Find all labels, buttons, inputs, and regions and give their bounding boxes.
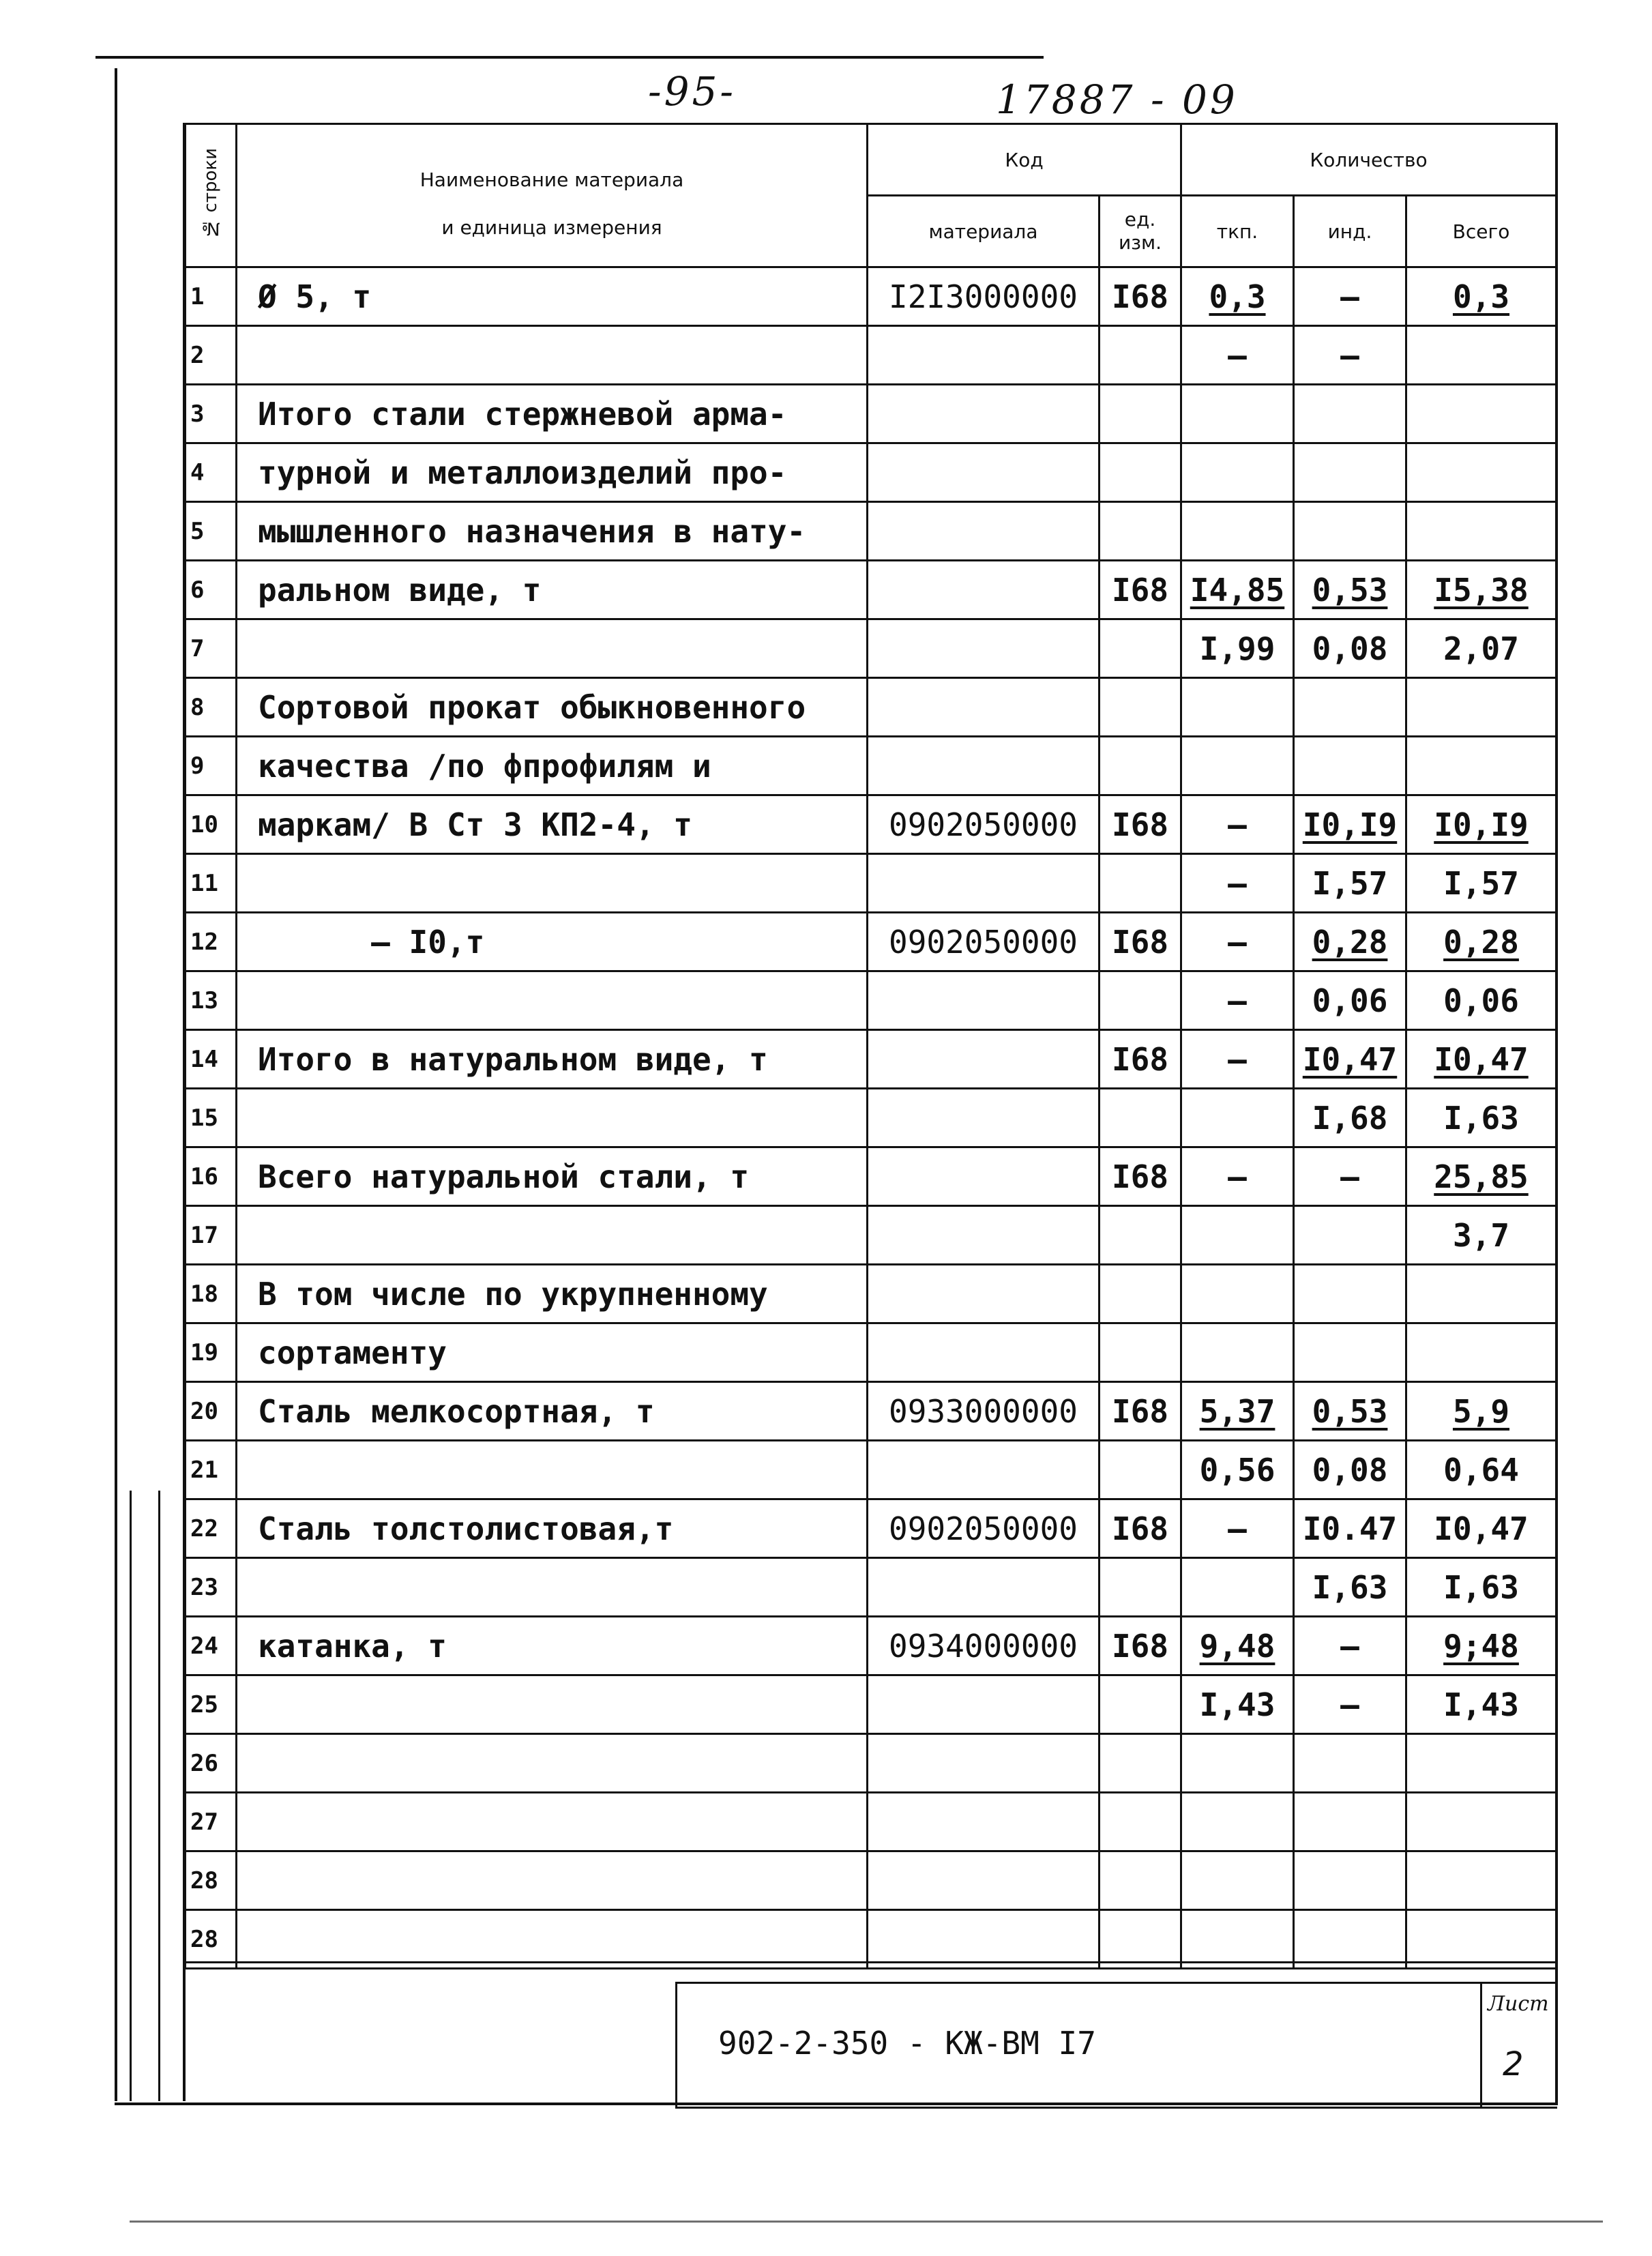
qty-ind	[1294, 1793, 1406, 1851]
qty-ind: –	[1294, 326, 1406, 385]
qty-ind: 0,06	[1294, 971, 1406, 1030]
material-code	[868, 443, 1100, 502]
unit-code: I68	[1100, 1147, 1181, 1206]
table-row	[186, 1382, 1557, 1441]
qty-tkp	[1181, 1851, 1294, 1910]
qty-tkp	[1181, 1793, 1294, 1851]
unit-code: I68	[1100, 1382, 1181, 1441]
material-name: сортаменту	[237, 1323, 868, 1382]
material-name: Сортовой прокат обыкновенного	[237, 678, 868, 737]
material-name: катанка, т	[237, 1617, 868, 1675]
material-code	[868, 1441, 1100, 1499]
table-row	[186, 1323, 1557, 1382]
table-row	[186, 561, 1557, 619]
qty-ind: 0,08	[1294, 1441, 1406, 1499]
material-name	[237, 854, 868, 913]
qty-total: I,43	[1406, 1675, 1557, 1734]
row-number: 5	[186, 502, 237, 561]
qty-total: I,57	[1406, 854, 1557, 913]
material-code	[868, 619, 1100, 678]
material-name	[237, 1734, 868, 1793]
material-code: 0902050000	[868, 1499, 1100, 1558]
document-number: 17887 - 09	[996, 76, 1238, 123]
qty-tkp: –	[1181, 913, 1294, 971]
qty-ind	[1294, 1323, 1406, 1382]
row-number: 28	[186, 1851, 237, 1910]
unit-code	[1100, 678, 1181, 737]
material-name	[237, 1206, 868, 1265]
row-number: 16	[186, 1147, 237, 1206]
material-name	[237, 1675, 868, 1734]
rownum-header: № строки	[186, 124, 237, 267]
material-code	[868, 1323, 1100, 1382]
qty-total	[1406, 678, 1557, 737]
unit-code	[1100, 1793, 1181, 1851]
material-name: ральном виде, т	[237, 561, 868, 619]
material-code	[868, 1734, 1100, 1793]
material-code	[868, 1089, 1100, 1147]
qty-ind: I,63	[1294, 1558, 1406, 1617]
material-code	[868, 1793, 1100, 1851]
qty-tkp: –	[1181, 1030, 1294, 1089]
table-row	[186, 1265, 1557, 1323]
qty-ind	[1294, 678, 1406, 737]
material-name: Сталь мелкосортная, т	[237, 1382, 868, 1441]
row-number: 18	[186, 1265, 237, 1323]
qty-tkp: 0,3	[1181, 267, 1294, 326]
row-number: 22	[186, 1499, 237, 1558]
row-number: 13	[186, 971, 237, 1030]
row-number: 14	[186, 1030, 237, 1089]
table-row	[186, 1030, 1557, 1089]
unit-code	[1100, 326, 1181, 385]
material-name: Итого в натуральном виде, т	[237, 1030, 868, 1089]
sheet-box	[1480, 1984, 1557, 2107]
qty-tkp	[1181, 502, 1294, 561]
qty-ind: –	[1294, 1147, 1406, 1206]
qty-ind: 0,08	[1294, 619, 1406, 678]
material-code: 0902050000	[868, 913, 1100, 971]
qty-ind: 0,53	[1294, 561, 1406, 619]
qty-ind	[1294, 1206, 1406, 1265]
code-unit-header: ед. изм.	[1100, 196, 1181, 267]
row-number: 15	[186, 1089, 237, 1147]
unit-code	[1100, 854, 1181, 913]
qty-total	[1406, 502, 1557, 561]
material-code	[868, 1675, 1100, 1734]
material-code	[868, 1147, 1100, 1206]
code-material-header: материала	[868, 196, 1100, 267]
table-row	[186, 267, 1557, 326]
table-row	[186, 795, 1557, 854]
qty-tkp: –	[1181, 854, 1294, 913]
qty-ind	[1294, 1734, 1406, 1793]
bottom-dashed-rule	[130, 2221, 1603, 2223]
material-name: Сталь толстолистовая,т	[237, 1499, 868, 1558]
unit-code	[1100, 385, 1181, 443]
qty-total: 0,06	[1406, 971, 1557, 1030]
qty-total: 25,85	[1406, 1147, 1557, 1206]
table-row	[186, 385, 1557, 443]
unit-code: I68	[1100, 561, 1181, 619]
qty-group-header: Количество	[1181, 124, 1557, 196]
unit-code: I68	[1100, 913, 1181, 971]
table-row	[186, 619, 1557, 678]
qty-total: 0,3	[1406, 267, 1557, 326]
qty-ind: I,68	[1294, 1089, 1406, 1147]
qty-ind	[1294, 385, 1406, 443]
row-number: 24	[186, 1617, 237, 1675]
row-number: 28	[186, 1910, 237, 1969]
qty-total: 5,9	[1406, 1382, 1557, 1441]
qty-total	[1406, 443, 1557, 502]
qty-ind	[1294, 443, 1406, 502]
material-name	[237, 326, 868, 385]
material-code	[868, 737, 1100, 795]
material-code	[868, 502, 1100, 561]
qty-ind	[1294, 1851, 1406, 1910]
table-row	[186, 971, 1557, 1030]
qty-total	[1406, 1910, 1557, 1969]
qty-tkp	[1181, 1323, 1294, 1382]
qty-ind: I0,I9	[1294, 795, 1406, 854]
row-number: 4	[186, 443, 237, 502]
qty-total: 9;48	[1406, 1617, 1557, 1675]
qty-tkp: –	[1181, 1147, 1294, 1206]
unit-code	[1100, 619, 1181, 678]
name-header: Наименование материала и единица измерения	[237, 124, 868, 267]
table-row	[186, 737, 1557, 795]
material-name	[237, 1441, 868, 1499]
qty-tkp: –	[1181, 795, 1294, 854]
qty-tkp	[1181, 1265, 1294, 1323]
material-name	[237, 971, 868, 1030]
qty-total: I0,I9	[1406, 795, 1557, 854]
qty-ind-header: инд.	[1294, 196, 1406, 267]
table-row	[186, 913, 1557, 971]
qty-total	[1406, 385, 1557, 443]
material-code	[868, 854, 1100, 913]
row-number: 26	[186, 1734, 237, 1793]
row-number: 1	[186, 267, 237, 326]
table-row	[186, 1558, 1557, 1617]
qty-total: I0,47	[1406, 1030, 1557, 1089]
qty-ind: I,57	[1294, 854, 1406, 913]
qty-total-header: Всего	[1406, 196, 1557, 267]
qty-tkp: –	[1181, 1499, 1294, 1558]
row-number: 23	[186, 1558, 237, 1617]
row-number: 17	[186, 1206, 237, 1265]
qty-total: 0,28	[1406, 913, 1557, 971]
table-row	[186, 1089, 1557, 1147]
qty-total	[1406, 737, 1557, 795]
unit-code	[1100, 1323, 1181, 1382]
material-name	[237, 1793, 868, 1851]
row-number: 2	[186, 326, 237, 385]
materials-table	[184, 123, 1557, 1969]
unit-code	[1100, 1851, 1181, 1910]
table-row	[186, 443, 1557, 502]
material-code	[868, 385, 1100, 443]
material-code: I2I3000000	[868, 267, 1100, 326]
page-number: -95-	[648, 68, 736, 115]
qty-ind	[1294, 1910, 1406, 1969]
row-number: 20	[186, 1382, 237, 1441]
qty-ind: –	[1294, 267, 1406, 326]
unit-code	[1100, 737, 1181, 795]
qty-ind: 0,53	[1294, 1382, 1406, 1441]
binding-line-inner	[158, 1491, 160, 2101]
material-code	[868, 1030, 1100, 1089]
material-name	[237, 1089, 868, 1147]
table-row	[186, 1441, 1557, 1499]
row-number: 9	[186, 737, 237, 795]
material-name: маркам/ В Ст 3 КП2-4, т	[237, 795, 868, 854]
unit-code	[1100, 1675, 1181, 1734]
qty-tkp	[1181, 1558, 1294, 1617]
material-code	[868, 1265, 1100, 1323]
material-name	[237, 619, 868, 678]
material-name	[237, 1851, 868, 1910]
qty-total: 3,7	[1406, 1206, 1557, 1265]
qty-total	[1406, 1793, 1557, 1851]
qty-ind: I0,47	[1294, 1030, 1406, 1089]
material-code	[868, 971, 1100, 1030]
binding-line-outer	[130, 1491, 132, 2101]
qty-tkp: 0,56	[1181, 1441, 1294, 1499]
sheet-label: Лист	[1488, 1992, 1549, 2016]
unit-code	[1100, 1441, 1181, 1499]
material-code	[868, 561, 1100, 619]
material-name: мышленного назначения в нату-	[237, 502, 868, 561]
qty-tkp	[1181, 1910, 1294, 1969]
row-number: 7	[186, 619, 237, 678]
qty-total	[1406, 326, 1557, 385]
qty-tkp	[1181, 1734, 1294, 1793]
material-name: В том числе по укрупненному	[237, 1265, 868, 1323]
material-code: 0934000000	[868, 1617, 1100, 1675]
qty-ind: –	[1294, 1675, 1406, 1734]
material-code	[868, 1910, 1100, 1969]
material-name: – I0,т	[237, 913, 868, 971]
material-name	[237, 1558, 868, 1617]
qty-total	[1406, 1323, 1557, 1382]
qty-tkp	[1181, 1206, 1294, 1265]
qty-tkp: I,99	[1181, 619, 1294, 678]
qty-total: I0,47	[1406, 1499, 1557, 1558]
qty-ind: –	[1294, 1617, 1406, 1675]
qty-ind	[1294, 737, 1406, 795]
unit-code	[1100, 1206, 1181, 1265]
qty-total	[1406, 1734, 1557, 1793]
sheet-number: 2	[1503, 2045, 1524, 2083]
material-name: Итого стали стержневой арма-	[237, 385, 868, 443]
material-name: Всего натуральной стали, т	[237, 1147, 868, 1206]
unit-code: I68	[1100, 1499, 1181, 1558]
qty-total: I5,38	[1406, 561, 1557, 619]
qty-tkp: –	[1181, 971, 1294, 1030]
table-row	[186, 1617, 1557, 1675]
row-number: 12	[186, 913, 237, 971]
material-name: Ø 5, т	[237, 267, 868, 326]
table-row	[186, 1499, 1557, 1558]
table-row	[186, 1734, 1557, 1793]
unit-code	[1100, 1734, 1181, 1793]
row-number: 25	[186, 1675, 237, 1734]
qty-total: I,63	[1406, 1089, 1557, 1147]
table-row	[186, 854, 1557, 913]
unit-code	[1100, 1089, 1181, 1147]
table-row	[186, 1206, 1557, 1265]
qty-tkp	[1181, 385, 1294, 443]
qty-total	[1406, 1265, 1557, 1323]
qty-tkp	[1181, 678, 1294, 737]
qty-ind: 0,28	[1294, 913, 1406, 971]
qty-tkp	[1181, 737, 1294, 795]
top-rule	[95, 56, 1044, 59]
table-row	[186, 1851, 1557, 1910]
qty-tkp: I,43	[1181, 1675, 1294, 1734]
qty-tkp	[1181, 443, 1294, 502]
material-code	[868, 1558, 1100, 1617]
qty-ind	[1294, 502, 1406, 561]
row-number: 10	[186, 795, 237, 854]
unit-code	[1100, 1910, 1181, 1969]
table-row	[186, 678, 1557, 737]
material-code	[868, 678, 1100, 737]
row-number: 8	[186, 678, 237, 737]
table-row	[186, 1147, 1557, 1206]
table-row	[186, 1793, 1557, 1851]
table-row	[186, 326, 1557, 385]
unit-code	[1100, 1265, 1181, 1323]
qty-ind: I0.47	[1294, 1499, 1406, 1558]
qty-tkp: 5,37	[1181, 1382, 1294, 1441]
row-number: 11	[186, 854, 237, 913]
unit-code: I68	[1100, 267, 1181, 326]
unit-code	[1100, 1558, 1181, 1617]
qty-tkp: –	[1181, 326, 1294, 385]
material-code: 0933000000	[868, 1382, 1100, 1441]
row-number: 3	[186, 385, 237, 443]
document-code: 902-2-350 - КЖ-ВМ I7	[718, 2025, 1096, 2062]
unit-code	[1100, 502, 1181, 561]
material-code	[868, 326, 1100, 385]
unit-code	[1100, 443, 1181, 502]
row-number: 21	[186, 1441, 237, 1499]
table-row	[186, 1910, 1557, 1969]
unit-code: I68	[1100, 1617, 1181, 1675]
row-number: 19	[186, 1323, 237, 1382]
title-block	[675, 1982, 1557, 2109]
qty-total: 2,07	[1406, 619, 1557, 678]
qty-tkp	[1181, 1089, 1294, 1147]
qty-total: I,63	[1406, 1558, 1557, 1617]
qty-total	[1406, 1851, 1557, 1910]
left-margin-line	[115, 68, 117, 2101]
unit-code	[1100, 971, 1181, 1030]
material-code	[868, 1851, 1100, 1910]
row-number: 27	[186, 1793, 237, 1851]
qty-ind	[1294, 1265, 1406, 1323]
material-name: турной и металлоизделий про-	[237, 443, 868, 502]
unit-code: I68	[1100, 795, 1181, 854]
material-name: качества /по фпрофилям и	[237, 737, 868, 795]
unit-code: I68	[1100, 1030, 1181, 1089]
material-code	[868, 1206, 1100, 1265]
qty-total: 0,64	[1406, 1441, 1557, 1499]
qty-tkp: 9,48	[1181, 1617, 1294, 1675]
row-number: 6	[186, 561, 237, 619]
code-group-header: Код	[868, 124, 1181, 196]
qty-tkp: I4,85	[1181, 561, 1294, 619]
material-code: 0902050000	[868, 795, 1100, 854]
table-row	[186, 502, 1557, 561]
material-name	[237, 1910, 868, 1969]
qty-tkp-header: ткп.	[1181, 196, 1294, 267]
table-row	[186, 1675, 1557, 1734]
